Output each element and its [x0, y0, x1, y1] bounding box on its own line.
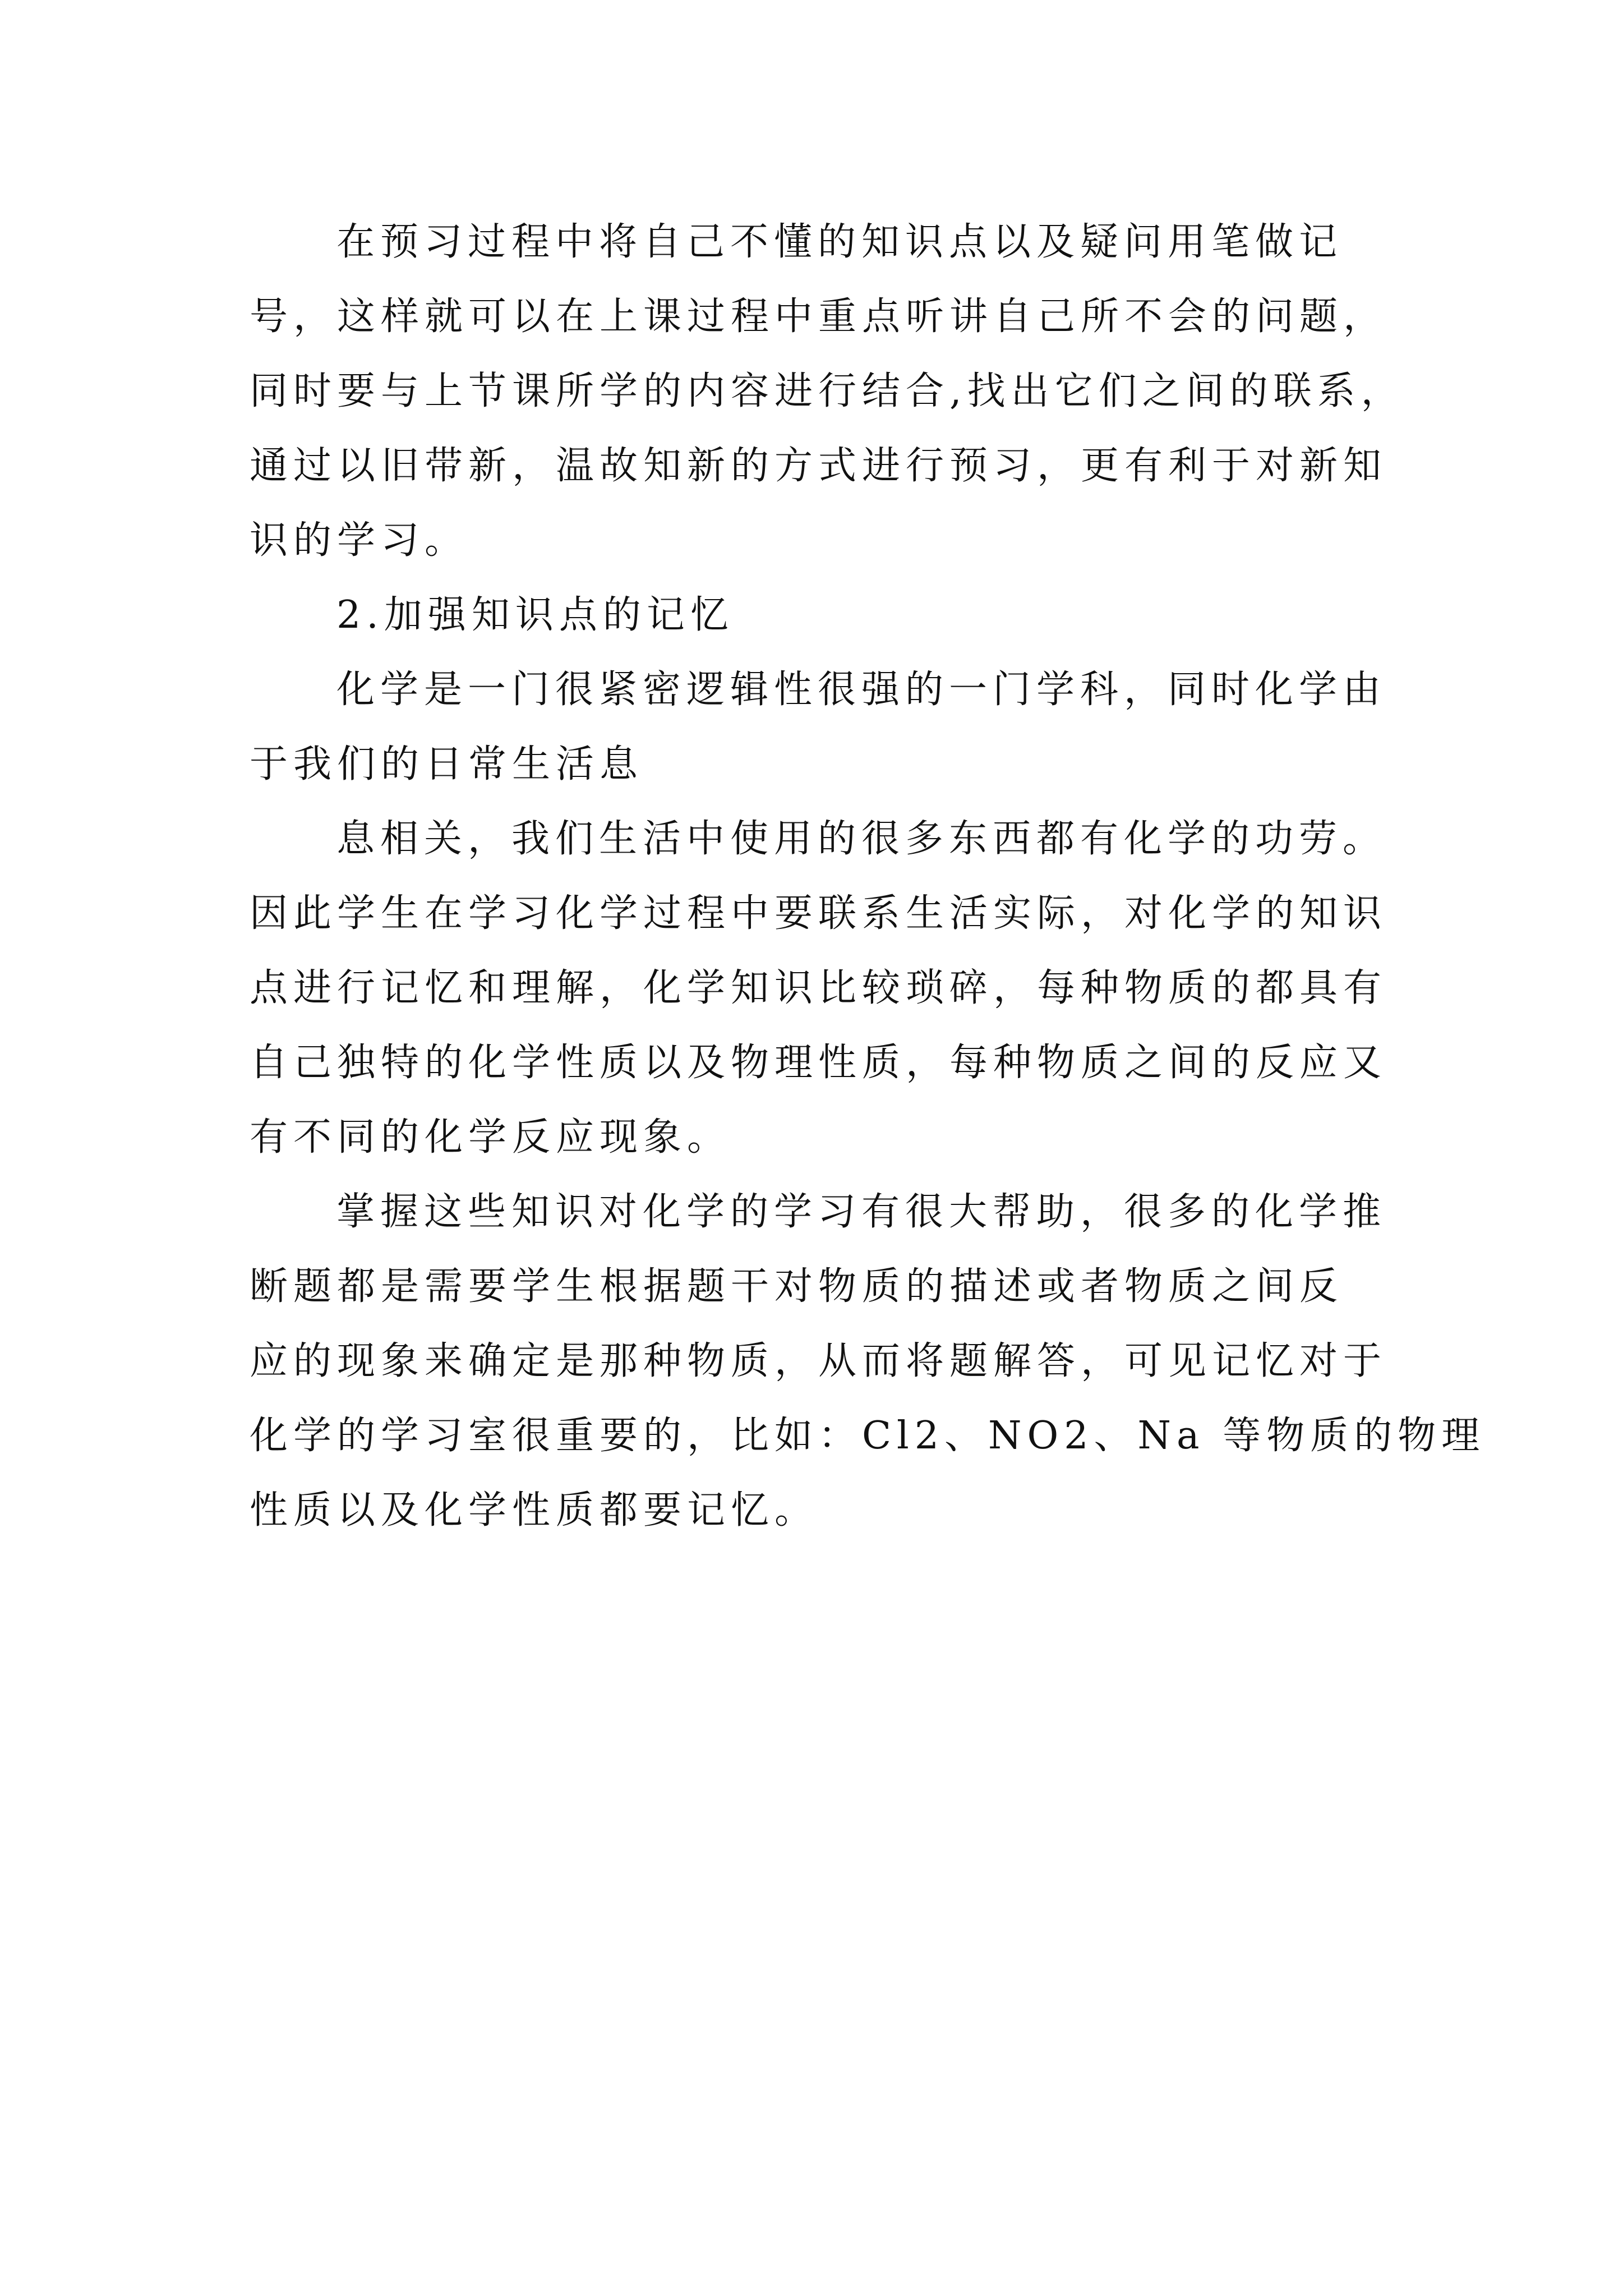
paragraph-line: 性质以及化学性质都要记忆。: [250, 1488, 819, 1533]
paragraph-line: 同时要与上节课所学的内容进行结合,找出它们之间的联系，: [250, 369, 1405, 413]
paragraph-line: 息相关，我们生活中使用的很多东西都有化学的功劳。: [336, 817, 1387, 861]
paragraph-line: 在预习过程中将自己不懂的知识点以及疑问用笔做记: [336, 220, 1343, 264]
paragraph-line: 识的学习。: [250, 518, 469, 563]
paragraph-line: 有不同的化学反应现象。: [250, 1115, 731, 1159]
paragraph-line: 通过以旧带新，温故知新的方式进行预习，更有利于对新知: [250, 444, 1387, 488]
paragraph-line: 化学是一门很紧密逻辑性很强的一门学科，同时化学由: [336, 668, 1387, 712]
paragraph-line: 应的现象来确定是那种物质，从而将题解答，可见记忆对于: [250, 1339, 1387, 1383]
paragraph-line: 号，这样就可以在上课过程中重点听讲自己所不会的问题，: [250, 295, 1387, 339]
paragraph-line: 掌握这些知识对化学的学习有很大帮助，很多的化学推: [336, 1190, 1387, 1234]
paragraph-line: 断题都是需要学生根据题干对物质的描述或者物质之间反: [250, 1264, 1344, 1309]
paragraph-line: 因此学生在学习化学过程中要联系生活实际，对化学的知识: [250, 891, 1387, 936]
paragraph-line: 于我们的日常生活息: [250, 742, 644, 786]
paragraph-line: 化学的学习室很重要的，比如：Cl2、NO2、Na 等物质的物理: [250, 1414, 1486, 1458]
section-heading: 2.加强知识点的记忆: [336, 593, 734, 637]
paragraph-line: 点进行记忆和理解，化学知识比较琐碎，每种物质的都具有: [250, 966, 1387, 1010]
paragraph-line: 自己独特的化学性质以及物理性质，每种物质之间的反应又: [250, 1041, 1387, 1085]
